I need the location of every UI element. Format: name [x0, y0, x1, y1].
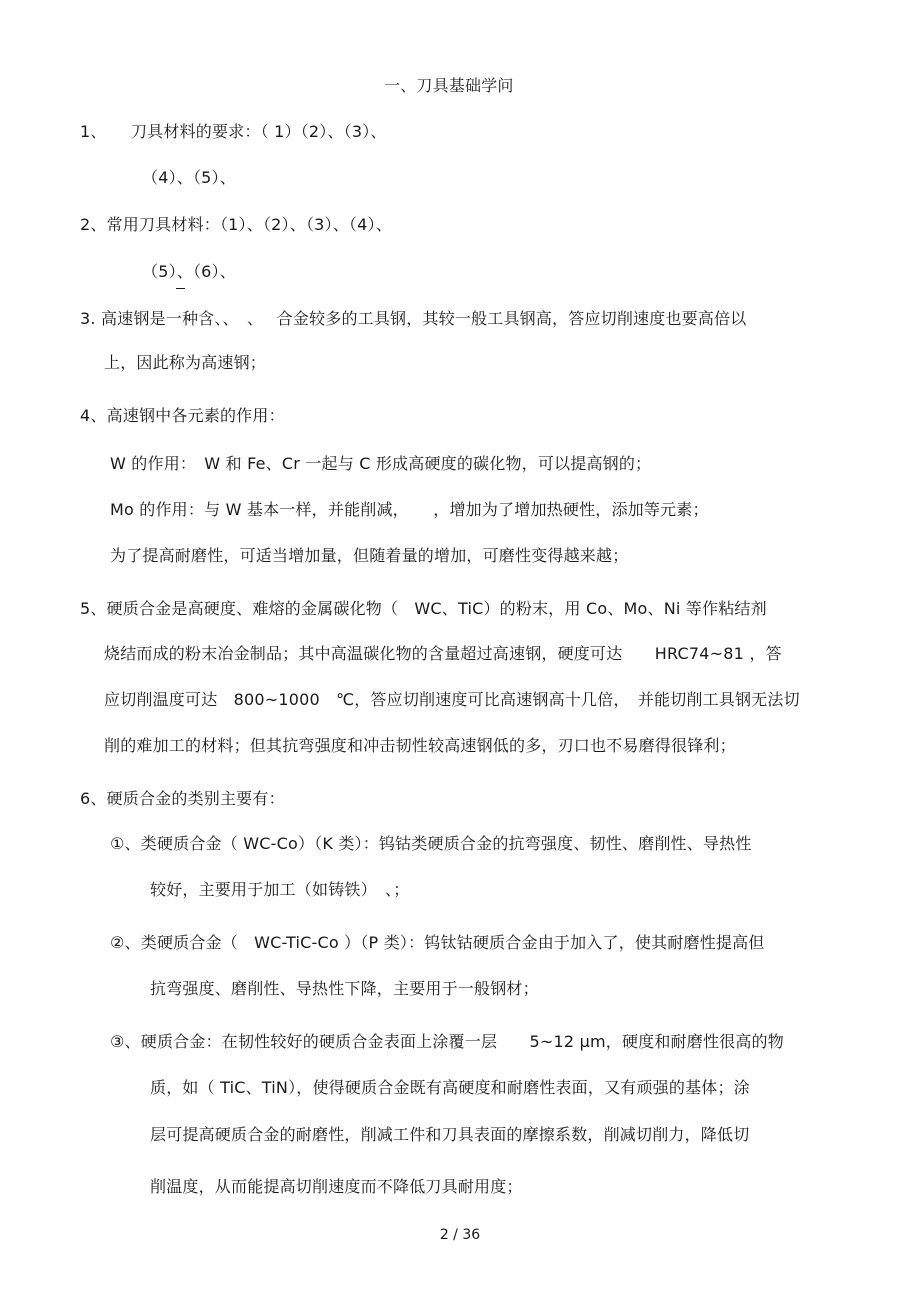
- text-line-2: （4）、（5）、: [142, 168, 236, 187]
- text-line-14: 削的难加工的材料；但其抗弯强度和冲击韧性较高速钢低的多，刃口也不易磨得很锋利；: [104, 736, 736, 755]
- text-line-18: ②、类硬质合金（ WC-TiC-Co ）（P 类）：钨钛钴硬质合金由于加入了，使其耐磨性提高但: [110, 933, 765, 952]
- text-line-7: 4、高速钢中各元素的作用：: [80, 406, 285, 425]
- text-line-4: （5）、（6）、: [142, 262, 236, 281]
- text-line-16: ①、类硬质合金（ WC-Co）（K 类）：钨钴类硬质合金的抗弯强度、韧性、磨削性、导热性: [110, 834, 752, 853]
- text-line-9: Mo 的作用：与 W 基本一样，并能削减， ，增加为了增加热硬性，添加等元素；: [110, 500, 709, 519]
- text-line-19: 抗弯强度、磨削性、导热性下降，主要用于一般钢材；: [150, 979, 539, 998]
- underline-mark: [176, 288, 185, 289]
- text-line-13: 应切削温度可达 800~1000 ℃，答应切削速度可比高速钢高十几倍， 并能切削工具钢无法切: [104, 690, 800, 709]
- text-line-17: 较好，主要用于加工（如铸铁） 、；: [150, 880, 410, 899]
- text-line-10: 为了提高耐磨性，可适当增加量，但随着量的增加，可磨性变得越来越；: [110, 546, 629, 565]
- text-line-21: 质，如（ TiC、TiN），使得硬质合金既有高硬度和耐磨性表面，又有顽强的基体；涂: [150, 1078, 750, 1097]
- text-line-20: ③、硬质合金：在韧性较好的硬质合金表面上涂覆一层 5~12 μm，硬度和耐磨性很高的物: [110, 1032, 784, 1051]
- text-line-6: 上，因此称为高速钢；: [104, 353, 267, 372]
- page-number: 2 / 36: [439, 1227, 481, 1243]
- text-line-8: W 的作用： W 和 Fe、Cr 一起与 C 形成高硬度的碳化物，可以提高钢的；: [110, 454, 652, 473]
- text-line-23: 削温度，从而能提高切削速度而不降低刀具耐用度；: [150, 1177, 523, 1196]
- text-line-5: 3. 高速钢是一种含、、 、 合金较多的工具钢，其较一般工具钢高，答应切削速度也要高倍以: [80, 309, 747, 328]
- page-title: 一、刀具基础学问: [384, 76, 514, 95]
- text-line-3: 2、常用刀具材料：（1）、（2）、（3）、（4）、: [80, 215, 392, 234]
- text-line-12: 烧结而成的粉末冶金制品；其中高温碳化物的含量超过高速钢，硬度可达 HRC74~81 ，答: [104, 644, 782, 663]
- text-line-1: 1、 刀具材料的要求：（ 1）（2）、（3）、: [80, 122, 387, 141]
- text-line-15: 6、硬质合金的类别主要有：: [80, 789, 285, 808]
- text-line-11: 5、硬质合金是高硬度、难熔的金属碳化物（ WC、TiC）的粉末，用 Co、Mo、Ni 等作粘结剂: [80, 599, 767, 618]
- text-line-22: 层可提高硬质合金的耐磨性，削减工件和刀具表面的摩擦系数，削减切削力，降低切: [150, 1125, 750, 1144]
